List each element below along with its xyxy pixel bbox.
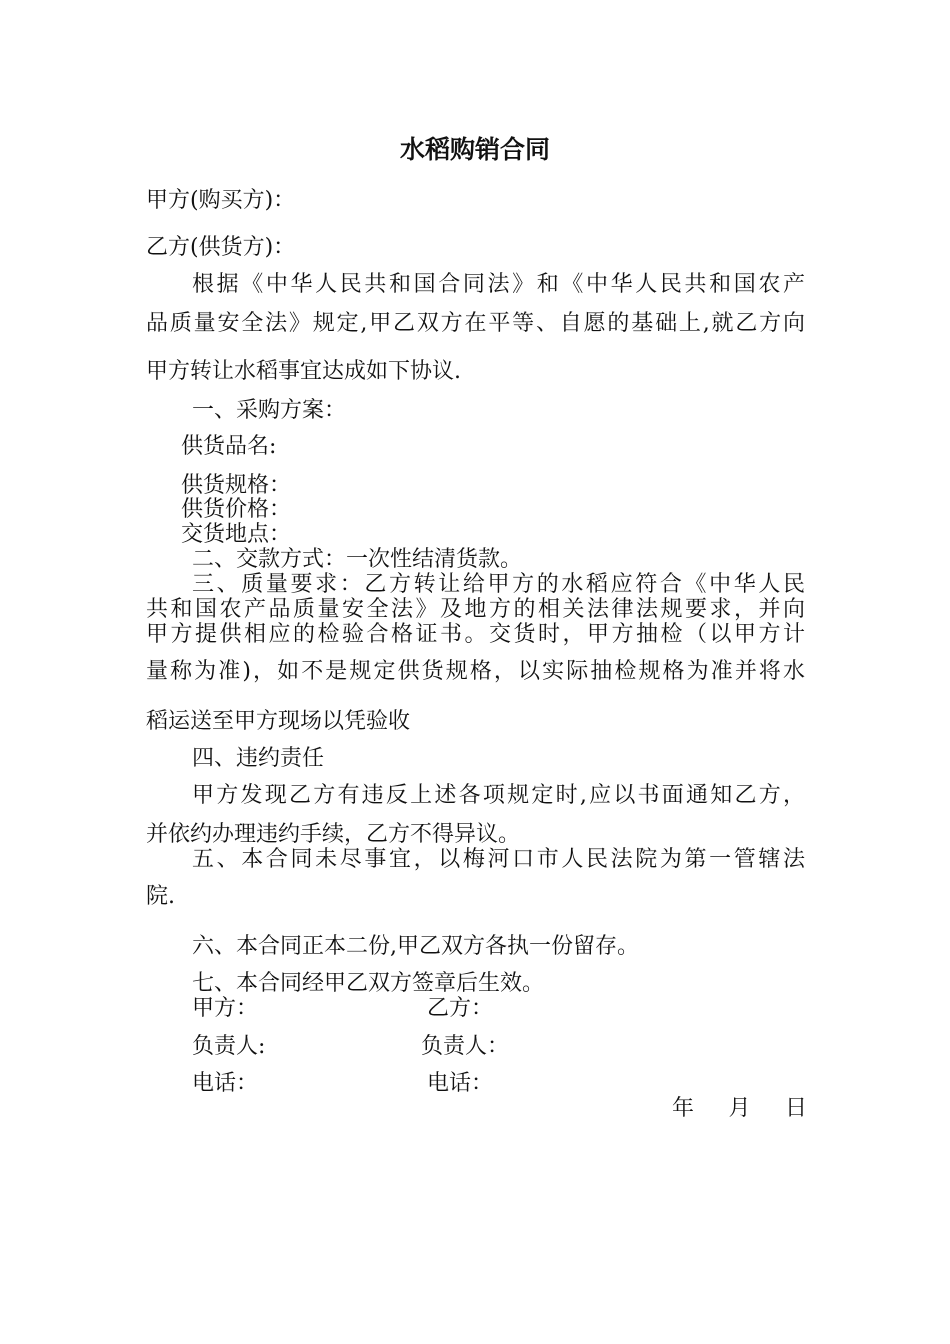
section-4-line-1: 甲方发现乙方有违反上述各项规定时,应以书面通知乙方，: [192, 783, 805, 808]
responsible-person-a: 负责人:: [192, 1034, 266, 1059]
product-spec-label: 供货规格：: [181, 473, 292, 498]
document-title: 水稻购销合同: [399, 135, 550, 164]
section-4-line-2: 并依约办理违约手续，乙方不得异议。: [146, 822, 521, 847]
section-3-line-2: 共和国农产品质量安全法》及地方的相关法律法规要求，并向: [146, 597, 805, 622]
phone-b: 电话：: [427, 1071, 494, 1096]
section-3-line-5: 稻运送至甲方现场以凭验收: [146, 709, 411, 734]
product-name-label: 供货品名:: [181, 434, 277, 459]
section-4-heading: 四、违约责任: [192, 746, 325, 771]
date-row: [672, 1096, 807, 1122]
intro-line-2: 品质量安全法》规定,甲乙双方在平等、自愿的基础上,就乙方向: [146, 311, 805, 336]
section-2: 二、交款方式：一次性结清货款。: [192, 547, 523, 572]
date-month: 月: [728, 1096, 751, 1121]
section-6: 六、本合同正本二份,甲乙双方各执一份留存。: [192, 934, 639, 959]
phone-a: 电话：: [192, 1071, 259, 1096]
party-a-label: 甲方(购买方)：: [146, 188, 296, 213]
responsible-person-b: 负责人：: [421, 1034, 510, 1059]
section-3-line-3: 甲方提供相应的检验合格证书。交货时，甲方抽检（以甲方计: [146, 622, 805, 647]
signature-party-a: 甲方：: [192, 996, 259, 1021]
section-5-line-2: 院.: [146, 884, 175, 909]
section-3-line-4: 量称为准)，如不是规定供货规格，以实际抽检规格为准并将水: [146, 659, 805, 684]
delivery-place-label: 交货地点：: [181, 522, 292, 547]
section-3-line-1: 三、质量要求：乙方转让给甲方的水稻应符合《中华人民: [192, 572, 805, 597]
section-1-heading: 一、采购方案：: [192, 398, 347, 423]
date-year: 年: [672, 1096, 695, 1121]
section-7: 七、本合同经甲乙双方签章后生效。: [192, 971, 545, 996]
party-b-label: 乙方(供货方)：: [146, 235, 296, 260]
section-5-line-1: 五、本合同未尽事宜，以梅河口市人民法院为第一管辖法: [192, 847, 805, 872]
intro-line-1: 根据《中华人民共和国合同法》和《中华人民共和国农产: [192, 272, 805, 297]
date-day: 日: [784, 1096, 807, 1121]
intro-line-3: 甲方转让水稻事宜达成如下协议.: [146, 359, 461, 384]
signature-party-b: 乙方：: [427, 996, 494, 1021]
product-price-label: 供货价格：: [181, 497, 292, 522]
